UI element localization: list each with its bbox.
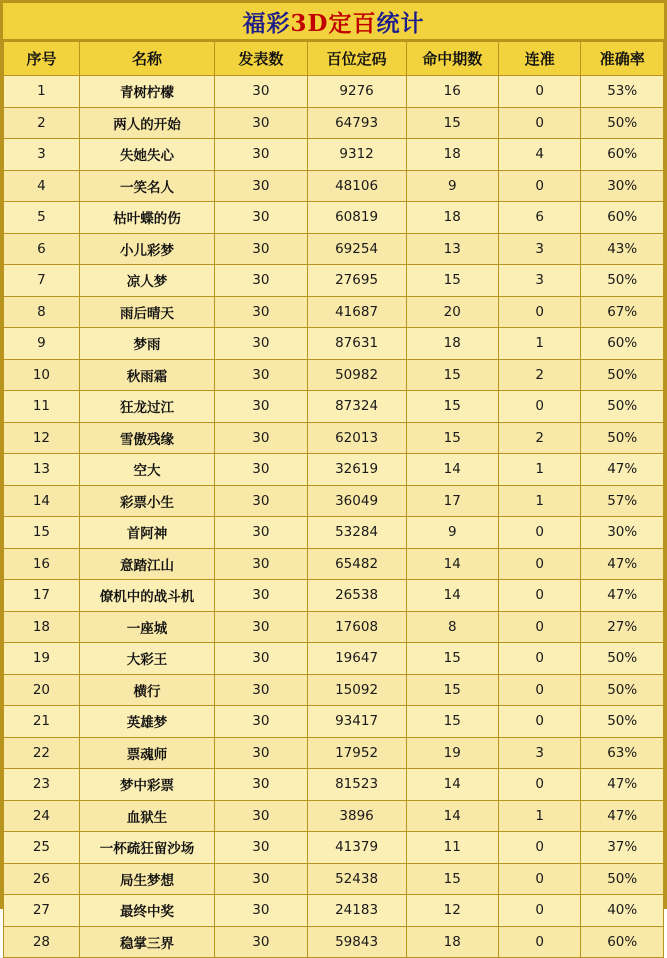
table-row <box>4 391 664 423</box>
cell-index: 14 <box>4 485 80 517</box>
column-header-accuracy: 准确率 <box>581 42 664 76</box>
cell-index: 13 <box>4 454 80 486</box>
cell-hit-periods: 11 <box>406 832 498 864</box>
cell-index: 6 <box>4 233 80 265</box>
cell-name: 局生梦想 <box>79 863 214 895</box>
cell-hundreds-code: 62013 <box>307 422 406 454</box>
table-row <box>4 202 664 234</box>
table-row <box>4 485 664 517</box>
table-header-row <box>4 42 664 76</box>
cell-hit-periods: 9 <box>406 170 498 202</box>
cell-hit-periods: 19 <box>406 737 498 769</box>
page-title-part-2: 3D定百 <box>290 9 377 37</box>
cell-hit-periods: 20 <box>406 296 498 328</box>
cell-accuracy: 47% <box>581 800 664 832</box>
column-header-hit-periods: 命中期数 <box>406 42 498 76</box>
cell-streak: 3 <box>498 737 581 769</box>
cell-name: 票魂师 <box>79 737 214 769</box>
cell-accuracy: 47% <box>581 580 664 612</box>
cell-streak: 2 <box>498 359 581 391</box>
cell-hit-periods: 18 <box>406 328 498 360</box>
cell-hundreds-code: 24183 <box>307 895 406 927</box>
cell-hundreds-code: 41687 <box>307 296 406 328</box>
table-row <box>4 769 664 801</box>
cell-accuracy: 50% <box>581 391 664 423</box>
page-title-part-3: 统计 <box>376 9 425 37</box>
cell-post-count: 30 <box>215 391 307 423</box>
cell-post-count: 30 <box>215 296 307 328</box>
statistics-table <box>3 41 664 958</box>
cell-index: 1 <box>4 76 80 108</box>
cell-hit-periods: 15 <box>406 643 498 675</box>
cell-index: 16 <box>4 548 80 580</box>
cell-post-count: 30 <box>215 706 307 738</box>
column-header-name: 名称 <box>79 42 214 76</box>
cell-accuracy: 67% <box>581 296 664 328</box>
cell-accuracy: 60% <box>581 926 664 958</box>
cell-name: 梦雨 <box>79 328 214 360</box>
cell-hit-periods: 16 <box>406 76 498 108</box>
cell-streak: 0 <box>498 517 581 549</box>
cell-hit-periods: 18 <box>406 202 498 234</box>
cell-hit-periods: 15 <box>406 359 498 391</box>
cell-hit-periods: 13 <box>406 233 498 265</box>
cell-streak: 0 <box>498 580 581 612</box>
cell-index: 18 <box>4 611 80 643</box>
cell-hit-periods: 17 <box>406 485 498 517</box>
cell-hit-periods: 15 <box>406 265 498 297</box>
cell-streak: 0 <box>498 107 581 139</box>
cell-post-count: 30 <box>215 832 307 864</box>
cell-post-count: 30 <box>215 769 307 801</box>
cell-hit-periods: 18 <box>406 139 498 171</box>
cell-post-count: 30 <box>215 737 307 769</box>
cell-name: 失她失心 <box>79 139 214 171</box>
cell-hundreds-code: 9276 <box>307 76 406 108</box>
cell-index: 7 <box>4 265 80 297</box>
cell-streak: 1 <box>498 328 581 360</box>
cell-hundreds-code: 87631 <box>307 328 406 360</box>
cell-index: 8 <box>4 296 80 328</box>
cell-hundreds-code: 50982 <box>307 359 406 391</box>
cell-accuracy: 50% <box>581 706 664 738</box>
cell-hundreds-code: 48106 <box>307 170 406 202</box>
cell-streak: 6 <box>498 202 581 234</box>
table-row <box>4 706 664 738</box>
cell-name: 意踏江山 <box>79 548 214 580</box>
cell-index: 19 <box>4 643 80 675</box>
cell-post-count: 30 <box>215 233 307 265</box>
cell-name: 一座城 <box>79 611 214 643</box>
cell-index: 12 <box>4 422 80 454</box>
cell-hit-periods: 18 <box>406 926 498 958</box>
table-row <box>4 328 664 360</box>
cell-accuracy: 47% <box>581 769 664 801</box>
cell-hundreds-code: 93417 <box>307 706 406 738</box>
cell-hit-periods: 15 <box>406 422 498 454</box>
cell-hundreds-code: 41379 <box>307 832 406 864</box>
cell-name: 最终中奖 <box>79 895 214 927</box>
cell-post-count: 30 <box>215 611 307 643</box>
cell-streak: 1 <box>498 800 581 832</box>
cell-post-count: 30 <box>215 139 307 171</box>
cell-post-count: 30 <box>215 107 307 139</box>
cell-accuracy: 30% <box>581 517 664 549</box>
cell-hundreds-code: 53284 <box>307 517 406 549</box>
cell-post-count: 30 <box>215 895 307 927</box>
cell-accuracy: 47% <box>581 548 664 580</box>
table-row <box>4 800 664 832</box>
table-row <box>4 139 664 171</box>
cell-post-count: 30 <box>215 580 307 612</box>
cell-hundreds-code: 36049 <box>307 485 406 517</box>
cell-accuracy: 60% <box>581 328 664 360</box>
cell-index: 26 <box>4 863 80 895</box>
cell-name: 两人的开始 <box>79 107 214 139</box>
cell-accuracy: 53% <box>581 76 664 108</box>
table-row <box>4 170 664 202</box>
cell-accuracy: 50% <box>581 265 664 297</box>
cell-streak: 0 <box>498 863 581 895</box>
cell-name: 首阿神 <box>79 517 214 549</box>
cell-accuracy: 50% <box>581 643 664 675</box>
cell-accuracy: 37% <box>581 832 664 864</box>
table-row <box>4 422 664 454</box>
cell-streak: 0 <box>498 895 581 927</box>
cell-hundreds-code: 19647 <box>307 643 406 675</box>
cell-name: 大彩王 <box>79 643 214 675</box>
cell-hundreds-code: 64793 <box>307 107 406 139</box>
cell-name: 青树柠檬 <box>79 76 214 108</box>
table-row <box>4 863 664 895</box>
table-row <box>4 296 664 328</box>
cell-accuracy: 57% <box>581 485 664 517</box>
table-row <box>4 737 664 769</box>
cell-accuracy: 50% <box>581 107 664 139</box>
cell-hundreds-code: 9312 <box>307 139 406 171</box>
cell-hundreds-code: 60819 <box>307 202 406 234</box>
column-header-index: 序号 <box>4 42 80 76</box>
table-row <box>4 643 664 675</box>
table-row <box>4 76 664 108</box>
table-row <box>4 265 664 297</box>
cell-post-count: 30 <box>215 863 307 895</box>
cell-post-count: 30 <box>215 517 307 549</box>
table-row <box>4 548 664 580</box>
cell-streak: 4 <box>498 139 581 171</box>
cell-accuracy: 27% <box>581 611 664 643</box>
cell-post-count: 30 <box>215 485 307 517</box>
cell-streak: 0 <box>498 391 581 423</box>
cell-streak: 0 <box>498 296 581 328</box>
cell-index: 11 <box>4 391 80 423</box>
table-body <box>4 76 664 958</box>
table-row <box>4 517 664 549</box>
cell-hit-periods: 15 <box>406 706 498 738</box>
cell-name: 梦中彩票 <box>79 769 214 801</box>
cell-post-count: 30 <box>215 328 307 360</box>
cell-index: 2 <box>4 107 80 139</box>
cell-hit-periods: 14 <box>406 548 498 580</box>
cell-hundreds-code: 59843 <box>307 926 406 958</box>
cell-streak: 0 <box>498 611 581 643</box>
cell-accuracy: 50% <box>581 863 664 895</box>
cell-name: 雪傲残缘 <box>79 422 214 454</box>
cell-name: 一杯疏狂留沙场 <box>79 832 214 864</box>
cell-name: 横行 <box>79 674 214 706</box>
cell-index: 24 <box>4 800 80 832</box>
cell-post-count: 30 <box>215 359 307 391</box>
cell-streak: 0 <box>498 832 581 864</box>
cell-name: 凉人梦 <box>79 265 214 297</box>
cell-accuracy: 60% <box>581 139 664 171</box>
cell-post-count: 30 <box>215 454 307 486</box>
table-row <box>4 611 664 643</box>
cell-post-count: 30 <box>215 926 307 958</box>
table-row <box>4 359 664 391</box>
table-header <box>4 42 664 76</box>
cell-name: 小儿彩梦 <box>79 233 214 265</box>
cell-index: 4 <box>4 170 80 202</box>
column-header-hundreds-code: 百位定码 <box>307 42 406 76</box>
cell-index: 28 <box>4 926 80 958</box>
table-row <box>4 580 664 612</box>
cell-accuracy: 30% <box>581 170 664 202</box>
cell-hundreds-code: 15092 <box>307 674 406 706</box>
cell-streak: 0 <box>498 170 581 202</box>
cell-accuracy: 43% <box>581 233 664 265</box>
cell-hit-periods: 14 <box>406 580 498 612</box>
cell-accuracy: 50% <box>581 674 664 706</box>
cell-streak: 1 <box>498 485 581 517</box>
table-row <box>4 895 664 927</box>
cell-hit-periods: 14 <box>406 769 498 801</box>
table-row <box>4 233 664 265</box>
table-row <box>4 454 664 486</box>
cell-index: 25 <box>4 832 80 864</box>
cell-streak: 2 <box>498 422 581 454</box>
cell-post-count: 30 <box>215 422 307 454</box>
cell-hit-periods: 15 <box>406 674 498 706</box>
cell-accuracy: 50% <box>581 422 664 454</box>
cell-streak: 0 <box>498 926 581 958</box>
cell-hundreds-code: 65482 <box>307 548 406 580</box>
cell-name: 枯叶蝶的伤 <box>79 202 214 234</box>
cell-streak: 0 <box>498 548 581 580</box>
cell-streak: 3 <box>498 265 581 297</box>
cell-hundreds-code: 17952 <box>307 737 406 769</box>
cell-name: 秋雨霜 <box>79 359 214 391</box>
cell-post-count: 30 <box>215 202 307 234</box>
cell-name: 雨后晴天 <box>79 296 214 328</box>
table-row <box>4 107 664 139</box>
cell-accuracy: 63% <box>581 737 664 769</box>
column-header-streak: 连准 <box>498 42 581 76</box>
cell-name: 英雄梦 <box>79 706 214 738</box>
cell-hundreds-code: 52438 <box>307 863 406 895</box>
page-title <box>243 5 425 38</box>
cell-hit-periods: 8 <box>406 611 498 643</box>
cell-hit-periods: 14 <box>406 454 498 486</box>
cell-name: 彩票小生 <box>79 485 214 517</box>
cell-post-count: 30 <box>215 674 307 706</box>
page-title-bar <box>3 3 664 41</box>
cell-streak: 0 <box>498 76 581 108</box>
cell-index: 23 <box>4 769 80 801</box>
cell-hundreds-code: 32619 <box>307 454 406 486</box>
cell-index: 5 <box>4 202 80 234</box>
cell-name: 空大 <box>79 454 214 486</box>
column-header-post-count: 发表数 <box>215 42 307 76</box>
table-row <box>4 674 664 706</box>
cell-hundreds-code: 26538 <box>307 580 406 612</box>
cell-post-count: 30 <box>215 643 307 675</box>
cell-hundreds-code: 69254 <box>307 233 406 265</box>
cell-hit-periods: 12 <box>406 895 498 927</box>
cell-name: 血狱生 <box>79 800 214 832</box>
cell-streak: 1 <box>498 454 581 486</box>
cell-hundreds-code: 87324 <box>307 391 406 423</box>
cell-index: 17 <box>4 580 80 612</box>
cell-name: 稳掌三界 <box>79 926 214 958</box>
cell-post-count: 30 <box>215 800 307 832</box>
cell-index: 22 <box>4 737 80 769</box>
cell-accuracy: 40% <box>581 895 664 927</box>
cell-hundreds-code: 81523 <box>307 769 406 801</box>
cell-index: 10 <box>4 359 80 391</box>
cell-post-count: 30 <box>215 170 307 202</box>
cell-hundreds-code: 27695 <box>307 265 406 297</box>
cell-hit-periods: 15 <box>406 107 498 139</box>
cell-hit-periods: 15 <box>406 391 498 423</box>
cell-index: 27 <box>4 895 80 927</box>
cell-accuracy: 60% <box>581 202 664 234</box>
page-title-part-1: 福彩 <box>242 9 291 37</box>
cell-name: 狂龙过江 <box>79 391 214 423</box>
cell-hit-periods: 15 <box>406 863 498 895</box>
cell-hit-periods: 14 <box>406 800 498 832</box>
cell-accuracy: 50% <box>581 359 664 391</box>
cell-post-count: 30 <box>215 548 307 580</box>
cell-hundreds-code: 3896 <box>307 800 406 832</box>
cell-name: 僚机中的战斗机 <box>79 580 214 612</box>
cell-index: 21 <box>4 706 80 738</box>
cell-streak: 3 <box>498 233 581 265</box>
cell-streak: 0 <box>498 706 581 738</box>
table-row <box>4 926 664 958</box>
cell-hundreds-code: 17608 <box>307 611 406 643</box>
cell-post-count: 30 <box>215 76 307 108</box>
cell-accuracy: 47% <box>581 454 664 486</box>
cell-streak: 0 <box>498 643 581 675</box>
cell-hit-periods: 9 <box>406 517 498 549</box>
table-row <box>4 832 664 864</box>
cell-index: 9 <box>4 328 80 360</box>
cell-name: 一笑名人 <box>79 170 214 202</box>
cell-index: 3 <box>4 139 80 171</box>
cell-index: 15 <box>4 517 80 549</box>
cell-streak: 0 <box>498 674 581 706</box>
cell-index: 20 <box>4 674 80 706</box>
cell-streak: 0 <box>498 769 581 801</box>
cell-post-count: 30 <box>215 265 307 297</box>
